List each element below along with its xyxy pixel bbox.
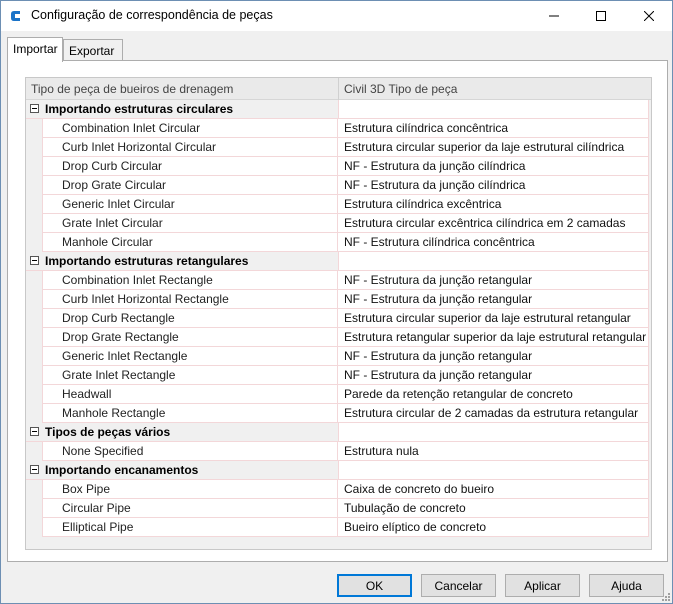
source-part-cell[interactable]: Curb Inlet Horizontal Circular xyxy=(42,138,338,157)
target-part-cell[interactable]: Estrutura nula xyxy=(338,442,649,461)
source-part-cell[interactable]: Circular Pipe xyxy=(42,499,338,518)
group-row[interactable] xyxy=(26,252,651,271)
table-row[interactable] xyxy=(26,271,651,290)
target-part-cell[interactable]: Estrutura retangular superior da laje estrutural retangular xyxy=(338,328,649,347)
table-row[interactable] xyxy=(26,366,651,385)
target-part-cell[interactable]: NF - Estrutura cilíndrica concêntrica xyxy=(338,233,649,252)
table-row[interactable] xyxy=(26,138,651,157)
group-row[interactable] xyxy=(26,461,651,480)
target-part-cell[interactable]: Estrutura circular superior da laje estrutural cilíndrica xyxy=(338,138,649,157)
column-header-target[interactable]: Civil 3D Tipo de peça xyxy=(344,82,458,96)
target-part-cell[interactable]: Bueiro elíptico de concreto xyxy=(338,518,649,537)
source-part-cell[interactable]: Drop Curb Circular xyxy=(42,157,338,176)
source-part-cell[interactable]: Elliptical Pipe xyxy=(42,518,338,537)
table-row[interactable] xyxy=(26,195,651,214)
maximize-button[interactable] xyxy=(578,1,624,31)
minimize-icon xyxy=(549,11,559,21)
tab-strip xyxy=(7,39,667,61)
help-button[interactable]: Ajuda xyxy=(589,574,664,597)
resize-grip-icon[interactable] xyxy=(660,591,670,601)
table-row[interactable] xyxy=(26,518,651,537)
collapse-minus-icon[interactable] xyxy=(30,427,39,436)
column-divider[interactable] xyxy=(338,78,339,100)
table-row[interactable] xyxy=(26,157,651,176)
group-row[interactable] xyxy=(26,100,651,119)
grid-header xyxy=(26,78,651,100)
group-target-cell xyxy=(338,252,649,271)
target-part-cell[interactable]: NF - Estrutura da junção retangular xyxy=(338,347,649,366)
target-part-cell[interactable]: Tubulação de concreto xyxy=(338,499,649,518)
target-part-cell[interactable]: Estrutura circular de 2 camadas da estrutura retangular xyxy=(338,404,649,423)
close-button[interactable] xyxy=(626,1,672,31)
table-row[interactable] xyxy=(26,119,651,138)
source-part-cell[interactable]: Grate Inlet Circular xyxy=(42,214,338,233)
source-part-cell[interactable]: Generic Inlet Circular xyxy=(42,195,338,214)
maximize-icon xyxy=(596,11,606,21)
title-bar[interactable] xyxy=(1,1,672,31)
source-part-cell[interactable]: Manhole Rectangle xyxy=(42,404,338,423)
target-part-cell[interactable]: Estrutura circular superior da laje estrutural retangular xyxy=(338,309,649,328)
table-row[interactable] xyxy=(26,328,651,347)
group-target-cell xyxy=(338,100,649,119)
cancel-button[interactable]: Cancelar xyxy=(421,574,496,597)
source-part-cell[interactable]: None Specified xyxy=(42,442,338,461)
column-header-source[interactable]: Tipo de peça de bueiros de drenagem xyxy=(31,82,234,96)
source-part-cell[interactable]: Generic Inlet Rectangle xyxy=(42,347,338,366)
target-part-cell[interactable]: Caixa de concreto do bueiro xyxy=(338,480,649,499)
collapse-minus-icon[interactable] xyxy=(30,256,39,265)
target-part-cell[interactable]: NF - Estrutura da junção cilíndrica xyxy=(338,176,649,195)
source-part-cell[interactable]: Headwall xyxy=(42,385,338,404)
target-part-cell[interactable]: NF - Estrutura da junção retangular xyxy=(338,366,649,385)
apply-button[interactable]: Aplicar xyxy=(505,574,580,597)
collapse-minus-icon[interactable] xyxy=(30,104,39,113)
source-part-cell[interactable]: Grate Inlet Rectangle xyxy=(42,366,338,385)
target-part-cell[interactable]: Estrutura cilíndrica excêntrica xyxy=(338,195,649,214)
minimize-button[interactable] xyxy=(531,1,577,31)
window-title: Configuração de correspondência de peças xyxy=(31,8,273,22)
group-target-cell xyxy=(338,461,649,480)
table-row[interactable] xyxy=(26,480,651,499)
grid-rows xyxy=(26,100,651,537)
tab-export[interactable]: Exportar xyxy=(63,39,123,61)
group-target-cell xyxy=(338,423,649,442)
table-row[interactable] xyxy=(26,233,651,252)
source-part-cell[interactable]: Drop Grate Circular xyxy=(42,176,338,195)
group-label: Importando estruturas retangulares xyxy=(45,254,249,268)
source-part-cell[interactable]: Drop Curb Rectangle xyxy=(42,309,338,328)
target-part-cell[interactable]: Estrutura cilíndrica concêntrica xyxy=(338,119,649,138)
group-label: Importando encanamentos xyxy=(45,463,199,477)
target-part-cell[interactable]: Estrutura circular excêntrica cilíndrica em 2 camadas xyxy=(338,214,649,233)
source-part-cell[interactable]: Manhole Circular xyxy=(42,233,338,252)
collapse-minus-icon[interactable] xyxy=(30,465,39,474)
table-row[interactable] xyxy=(26,404,651,423)
ok-button[interactable]: OK xyxy=(337,574,412,597)
target-part-cell[interactable]: Parede da retenção retangular de concreto xyxy=(338,385,649,404)
group-label: Importando estruturas circulares xyxy=(45,102,234,116)
table-row[interactable] xyxy=(26,176,651,195)
table-row[interactable] xyxy=(26,347,651,366)
source-part-cell[interactable]: Combination Inlet Circular xyxy=(42,119,338,138)
group-row[interactable] xyxy=(26,423,651,442)
table-row[interactable] xyxy=(26,385,651,404)
table-row[interactable] xyxy=(26,442,651,461)
source-part-cell[interactable]: Combination Inlet Rectangle xyxy=(42,271,338,290)
source-part-cell[interactable]: Drop Grate Rectangle xyxy=(42,328,338,347)
import-tab-panel xyxy=(7,60,668,562)
table-row[interactable] xyxy=(26,499,651,518)
group-label: Tipos de peças vários xyxy=(45,425,171,439)
table-row[interactable] xyxy=(26,290,651,309)
target-part-cell[interactable]: NF - Estrutura da junção retangular xyxy=(338,271,649,290)
table-row[interactable] xyxy=(26,309,651,328)
close-icon xyxy=(644,11,654,21)
tab-import[interactable]: Importar xyxy=(7,37,63,62)
source-part-cell[interactable]: Curb Inlet Horizontal Rectangle xyxy=(42,290,338,309)
target-part-cell[interactable]: NF - Estrutura da junção retangular xyxy=(338,290,649,309)
civil3d-app-icon xyxy=(9,8,23,24)
part-mapping-grid xyxy=(25,77,652,550)
table-row[interactable] xyxy=(26,214,651,233)
target-part-cell[interactable]: NF - Estrutura da junção cilíndrica xyxy=(338,157,649,176)
source-part-cell[interactable]: Box Pipe xyxy=(42,480,338,499)
